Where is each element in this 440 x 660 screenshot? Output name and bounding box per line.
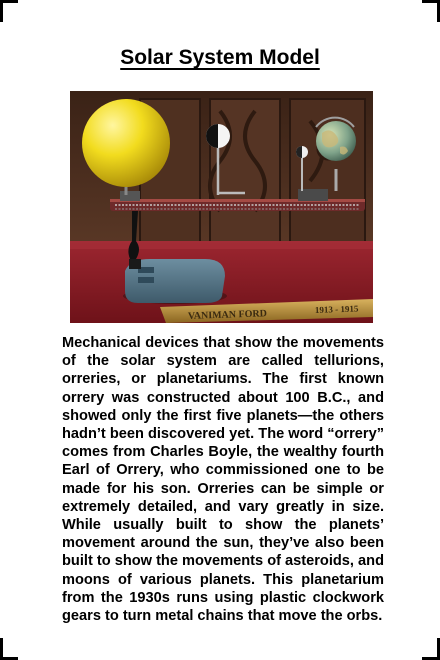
crop-mark-top-left-v (0, 0, 3, 22)
moon-orb (206, 124, 230, 148)
page-title: Solar System Model (120, 46, 320, 69)
crop-mark-bottom-left-v (0, 638, 3, 660)
svg-text:1913 - 1915: 1913 - 1915 (314, 303, 359, 315)
small-moon-orb (296, 146, 308, 158)
orrery-photo (70, 91, 373, 323)
body-paragraph: Mechanical devices that show the movements of the solar system are called tellurions, orreries, or planetariums. The first known orrery was constructed about 100 B.C., and showed only the first five planets—the others hadn’t been discovered yet. The word “orrery” comes from Charles Boyle, the wealthy fourth Earl of Orrery, who commissioned one to be made for his son. Orreries can be simple or extremely detailed, and vary greatly in size. While usually built to show the planets’ movement around the sun, they’ve also been built to show the movements of asteroids, and moons of various planets. This planetarium from the 1930s runs using plastic clockwork gears to turn metal chains that move the orbs. (62, 335, 384, 625)
svg-text:VANIMAN FORD: VANIMAN FORD (187, 308, 268, 322)
sun-orb (82, 99, 170, 187)
